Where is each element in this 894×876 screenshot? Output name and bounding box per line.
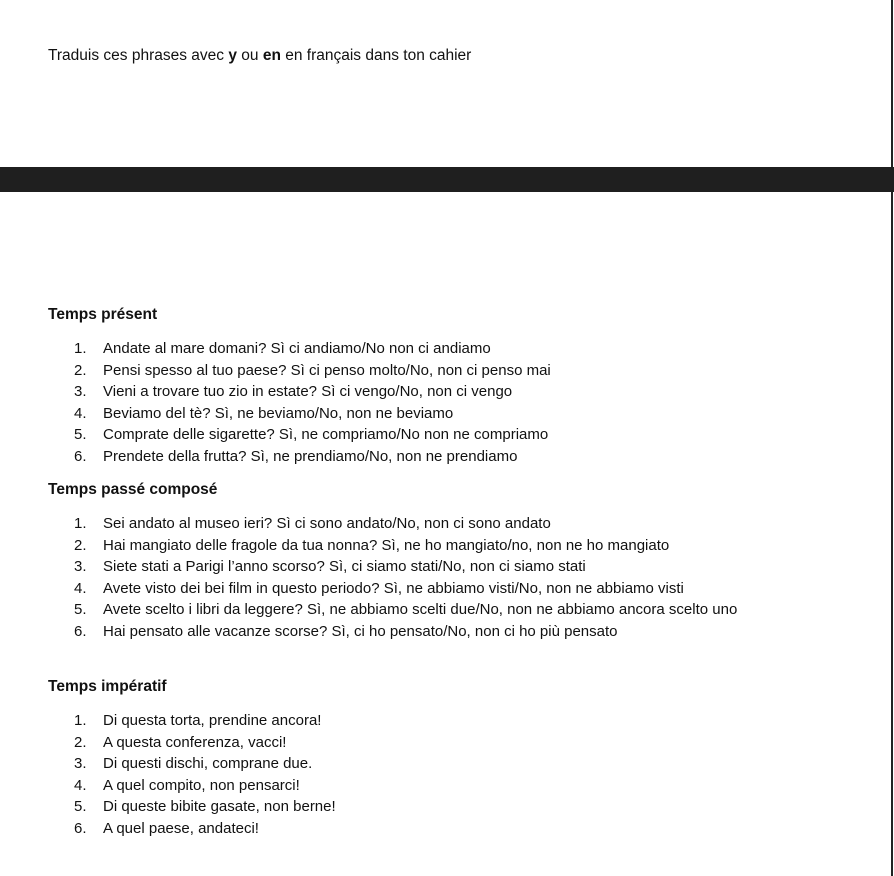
list-item xyxy=(0,796,820,818)
item-text: Pensi spesso al tuo paese? Sì ci penso molto/No, non ci penso mai xyxy=(103,361,551,379)
section-heading-imperatif: Temps impératif xyxy=(48,678,167,695)
item-number: 5. xyxy=(74,798,87,815)
list-item xyxy=(0,732,820,754)
item-number: 2. xyxy=(74,361,87,379)
item-number: 2. xyxy=(74,536,87,554)
item-text: Hai mangiato delle fragole da tua nonna? Sì, ne ho mangiato/no, non ne ho mangiato xyxy=(103,536,670,554)
section-heading-present: Temps présent xyxy=(48,306,158,323)
list-item xyxy=(0,381,820,403)
list-item xyxy=(0,753,820,775)
instruction-part-3: en français dans ton cahier xyxy=(280,47,472,64)
list-item xyxy=(0,775,820,797)
section-heading-passe-compose: Temps passé composé xyxy=(48,481,218,498)
list-item xyxy=(0,535,820,557)
instruction-area xyxy=(0,0,893,167)
instruction-part-2: ou xyxy=(236,47,263,64)
item-text: Prendete della frutta? Sì, ne prendiamo/No, non ne prendiamo xyxy=(103,447,518,465)
item-number: 4. xyxy=(74,404,87,422)
list-item xyxy=(0,599,820,621)
item-text: Di questi dischi, comprane due. xyxy=(103,755,313,772)
item-text: Andate al mare domani? Sì ci andiamo/No non ci andiamo xyxy=(103,340,491,357)
item-number: 3. xyxy=(74,383,87,400)
item-text: A questa conferenza, vacci! xyxy=(103,733,287,751)
list-item xyxy=(0,513,820,535)
list-item xyxy=(0,710,820,732)
item-text: Di queste bibite gasate, non berne! xyxy=(103,798,336,815)
item-number: 2. xyxy=(74,733,87,751)
item-number: 6. xyxy=(74,622,87,640)
item-text: Hai pensato alle vacanze scorse? Sì, ci ho pensato/No, non ci ho più pensato xyxy=(103,622,618,640)
imperatif-list xyxy=(0,710,820,839)
item-number: 3. xyxy=(74,558,87,575)
item-text: Di questa torta, prendine ancora! xyxy=(103,712,322,729)
list-item xyxy=(0,338,820,360)
item-number: 1. xyxy=(74,340,87,357)
list-item xyxy=(0,818,820,840)
item-text: A quel compito, non pensarci! xyxy=(103,776,300,794)
item-number: 6. xyxy=(74,447,87,465)
document-body xyxy=(0,192,893,876)
list-item xyxy=(0,556,820,578)
list-item xyxy=(0,360,820,382)
list-item xyxy=(0,446,820,468)
item-text: Avete visto dei bei film in questo periodo? Sì, ne abbiamo visti/No, non ne abbiamo visti xyxy=(103,579,684,597)
instruction-keyword-y: y xyxy=(228,47,237,64)
item-text: Siete stati a Parigi l’anno scorso? Sì, ci siamo stati/No, non ci siamo stati xyxy=(103,558,586,575)
item-text: Vieni a trovare tuo zio in estate? Sì ci vengo/No, non ci vengo xyxy=(103,383,513,400)
item-number: 1. xyxy=(74,712,87,729)
present-list xyxy=(0,338,820,467)
list-item xyxy=(0,403,820,425)
item-number: 6. xyxy=(74,819,87,837)
instruction-part-1: Traduis ces phrases avec xyxy=(48,47,229,64)
item-number: 3. xyxy=(74,755,87,772)
page-separator-band xyxy=(0,167,894,192)
item-number: 1. xyxy=(74,515,87,532)
item-number: 5. xyxy=(74,601,87,618)
list-item xyxy=(0,578,820,600)
item-text: Avete scelto i libri da leggere? Sì, ne abbiamo scelti due/No, non ne abbiamo ancora scelto uno xyxy=(103,601,738,618)
instruction-text xyxy=(48,47,471,65)
list-item xyxy=(0,424,820,446)
item-number: 4. xyxy=(74,776,87,794)
item-text: A quel paese, andateci! xyxy=(103,819,259,837)
list-item xyxy=(0,621,820,643)
item-text: Sei andato al museo ieri? Sì ci sono andato/No, non ci sono andato xyxy=(103,515,551,532)
passe-compose-list xyxy=(0,513,820,642)
instruction-keyword-en: en xyxy=(262,47,281,64)
item-number: 4. xyxy=(74,579,87,597)
item-number: 5. xyxy=(74,426,87,443)
item-text: Beviamo del tè? Sì, ne beviamo/No, non ne beviamo xyxy=(103,404,454,422)
item-text: Comprate delle sigarette? Sì, ne compriamo/No non ne compriamo xyxy=(103,426,549,443)
